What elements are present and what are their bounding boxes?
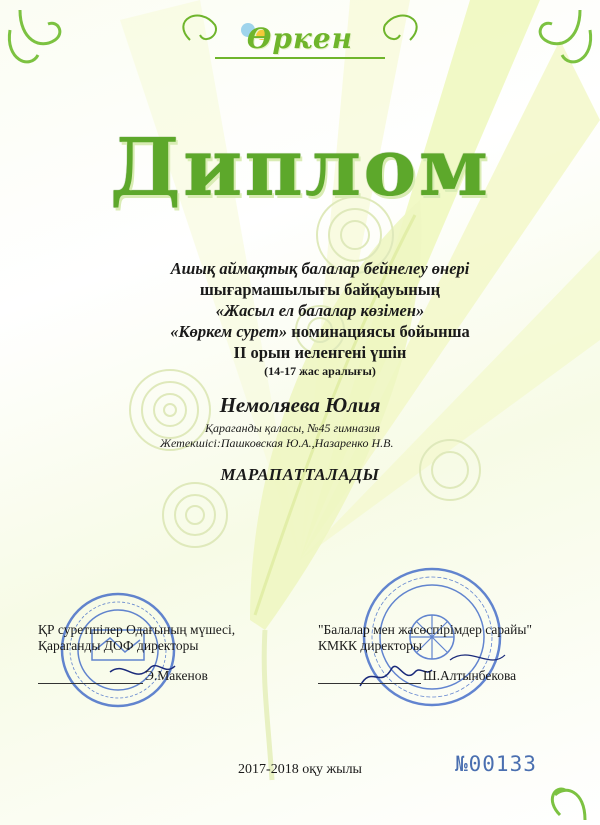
recipient-school: Қараганды қаласы, №45 гимназия (205, 421, 381, 435)
logo-text: Өркен (246, 22, 354, 55)
left-signer-role-2: Қараганды ДОФ директоры (38, 638, 199, 653)
award-line-3: «Жасыл ел балалар көзімен» (215, 301, 425, 320)
nomination-name: «Көркем сурет» (170, 322, 288, 341)
right-signer-role-2: КМКК директоры (318, 638, 422, 653)
age-group: (14-17 жас аралығы) (264, 364, 376, 378)
recipient-name: Немоляева Юлия (219, 393, 381, 417)
award-line-2: шығармашылығы байқауының (199, 280, 441, 299)
recipient-supervisor: Жетекшісі:Пашковская Ю.А.,Назаренко Н.В. (160, 436, 394, 450)
award-line-4 (110, 321, 530, 342)
nomination-suffix: номинациясы бойынша (287, 322, 470, 341)
awarded-heading: МАРАПАТТАЛАДЫ (220, 465, 380, 484)
right-signer-role-1: "Балалар мен жасөспірімдер сарайы" (318, 622, 532, 637)
diploma-title: Диплом (109, 120, 491, 214)
left-signature-line (38, 683, 143, 684)
left-signer-name: Э.Макенов (145, 668, 208, 683)
right-signer-name: Ш.Алтынбекова (423, 668, 517, 683)
right-signature-line (318, 683, 421, 684)
academic-year: 2017-2018 оқу жылы (238, 762, 362, 777)
award-line-1: Ашық аймақтық балалар бейнелеу өнері (170, 259, 470, 278)
left-signer-role-1: ҚР суретшілер Одағының мүшесі, (38, 622, 236, 637)
award-description (110, 258, 530, 379)
award-line-5: II орын иеленгені үшін (233, 343, 407, 362)
diploma-number: №00133 (455, 752, 537, 776)
